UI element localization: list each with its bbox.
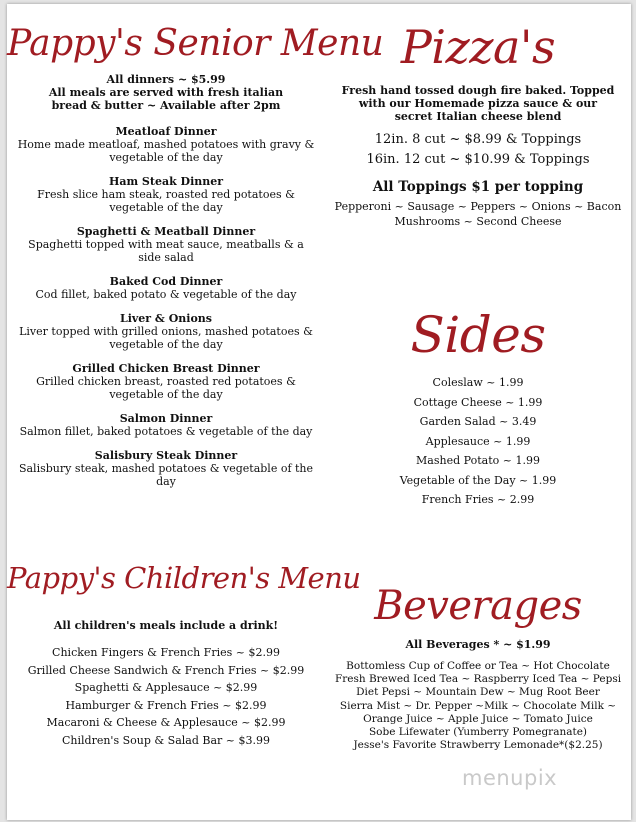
sides-list <box>325 373 631 510</box>
toppings-line-1: Pepperoni ~ Sausage ~ Peppers ~ Onions ~ Bacon <box>334 200 622 213</box>
side-item: Cottage Cheese ~ 1.99 <box>413 395 543 409</box>
senior-intro-line-1: All meals are served with fresh italian <box>48 86 284 99</box>
side-item: Mashed Potato ~ 1.99 <box>416 454 540 467</box>
beverage-line: Diet Pepsi ~ Mountain Dew ~ Mug Root Beer <box>356 686 600 699</box>
pizza-intro-line-3: secret Italian cheese blend <box>394 110 562 123</box>
item-name: Baked Cod Dinner <box>109 275 223 288</box>
children-item: Macaroni & Cheese & Applesauce ~ $2.99 <box>46 716 286 729</box>
item-name: Meatloaf Dinner <box>115 125 217 138</box>
beverages-title: Beverages <box>374 583 582 629</box>
item-description: Salmon fillet, baked potatoes & vegetable of the day <box>19 425 313 438</box>
beverage-line: Bottomless Cup of Coffee or Tea ~ Hot Chocolate <box>346 660 610 672</box>
side-item: Applesauce ~ 1.99 <box>425 434 531 448</box>
item-description: Fresh slice ham steak, roasted red potatoes & vegetable of the day <box>37 188 295 214</box>
item-name: Salmon Dinner <box>119 412 213 425</box>
senior-menu-section <box>7 23 384 488</box>
side-item: Coleslaw ~ 1.99 <box>432 376 524 389</box>
item-description: Home made meatloaf, mashed potatoes with gravy & vegetable of the day <box>17 138 315 164</box>
item-description: Liver topped with grilled onions, mashed potatoes & vegetable of the day <box>19 325 313 351</box>
children-menu-section <box>7 561 361 749</box>
pizza-size-12in: 12in. 8 cut ~ $8.99 & Toppings <box>374 132 582 147</box>
menu-item <box>7 175 325 214</box>
beverage-line: Sobe Lifewater (Yumberry Pomegranate) <box>368 726 588 739</box>
beverages-price-line: All Beverages * ~ $1.99 <box>405 638 551 651</box>
item-name: Grilled Chicken Breast Dinner <box>72 362 260 375</box>
children-menu-title: Pappy's Children's Menu <box>7 561 361 595</box>
children-item: Chicken Fingers & French Fries ~ $2.99 <box>52 646 280 659</box>
menu-item <box>7 362 325 401</box>
senior-menu-title: Pappy's Senior Menu <box>7 23 384 64</box>
side-item: Garden Salad ~ 3.49 <box>419 415 537 428</box>
beverage-line: Orange Juice ~ Apple Juice ~ Tomato Juice <box>363 712 593 725</box>
beverage-line: Fresh Brewed Iced Tea ~ Raspberry Iced Tea ~ Pepsi <box>334 673 622 686</box>
menu-item <box>7 449 325 488</box>
item-name: Liver & Onions <box>120 312 212 325</box>
menu-item <box>7 125 325 164</box>
beverage-line: Sierra Mist ~ Dr. Pepper ~Milk ~ Chocolate Milk ~ <box>339 699 617 712</box>
sides-section <box>325 306 631 510</box>
item-description: Grilled chicken breast, roasted red potatoes & vegetable of the day <box>36 375 296 401</box>
senior-price-line: All dinners ~ $5.99 <box>106 73 226 86</box>
menu-page <box>7 4 631 820</box>
toppings-header: All Toppings $1 per topping <box>372 179 584 195</box>
pizza-title: Pizza's <box>400 20 556 74</box>
side-item: Vegetable of the Day ~ 1.99 <box>399 473 557 487</box>
pizza-section <box>325 20 631 229</box>
beverage-line: Jesse's Favorite Strawberry Lemonade*($2.25) <box>353 739 603 752</box>
toppings-line-2: Mushrooms ~ Second Cheese <box>394 215 562 228</box>
beverages-section <box>325 583 631 752</box>
item-name: Salisbury Steak Dinner <box>94 449 238 462</box>
item-description: Cod fillet, baked potato & vegetable of the day <box>35 288 297 301</box>
children-item: Grilled Cheese Sandwich & French Fries ~ $2.99 <box>27 663 305 677</box>
pizza-intro-line-1: Fresh hand tossed dough fire baked. Topped <box>341 84 615 97</box>
menu-item <box>7 412 325 438</box>
menu-item <box>7 225 325 264</box>
children-list <box>7 644 325 749</box>
senior-items <box>7 125 325 488</box>
senior-intro-line-2: bread & butter ~ Available after 2pm <box>51 99 281 112</box>
menu-item <box>7 275 325 301</box>
children-item: Spaghetti & Applesauce ~ $2.99 <box>74 681 258 694</box>
children-item: Children's Soup & Salad Bar ~ $3.99 <box>62 733 270 747</box>
item-name: Ham Steak Dinner <box>108 175 224 188</box>
side-item: French Fries ~ 2.99 <box>421 493 535 506</box>
children-item: Hamburger & French Fries ~ $2.99 <box>65 698 267 712</box>
item-description: Salisbury steak, mashed potatoes & vegetable of the day <box>18 462 314 488</box>
menu-item <box>7 312 325 351</box>
menupix-watermark: menupix <box>462 766 558 790</box>
beverages-list <box>325 660 631 752</box>
item-description: Spaghetti topped with meat sauce, meatballs & a side salad <box>28 238 304 264</box>
item-name: Spaghetti & Meatball Dinner <box>76 225 256 238</box>
children-intro: All children's meals include a drink! <box>53 619 279 632</box>
pizza-size-16in: 16in. 12 cut ~ $10.99 & Toppings <box>366 152 590 167</box>
pizza-intro-line-2: with our Homemade pizza sauce & our <box>358 97 598 110</box>
sides-title: Sides <box>410 306 546 364</box>
